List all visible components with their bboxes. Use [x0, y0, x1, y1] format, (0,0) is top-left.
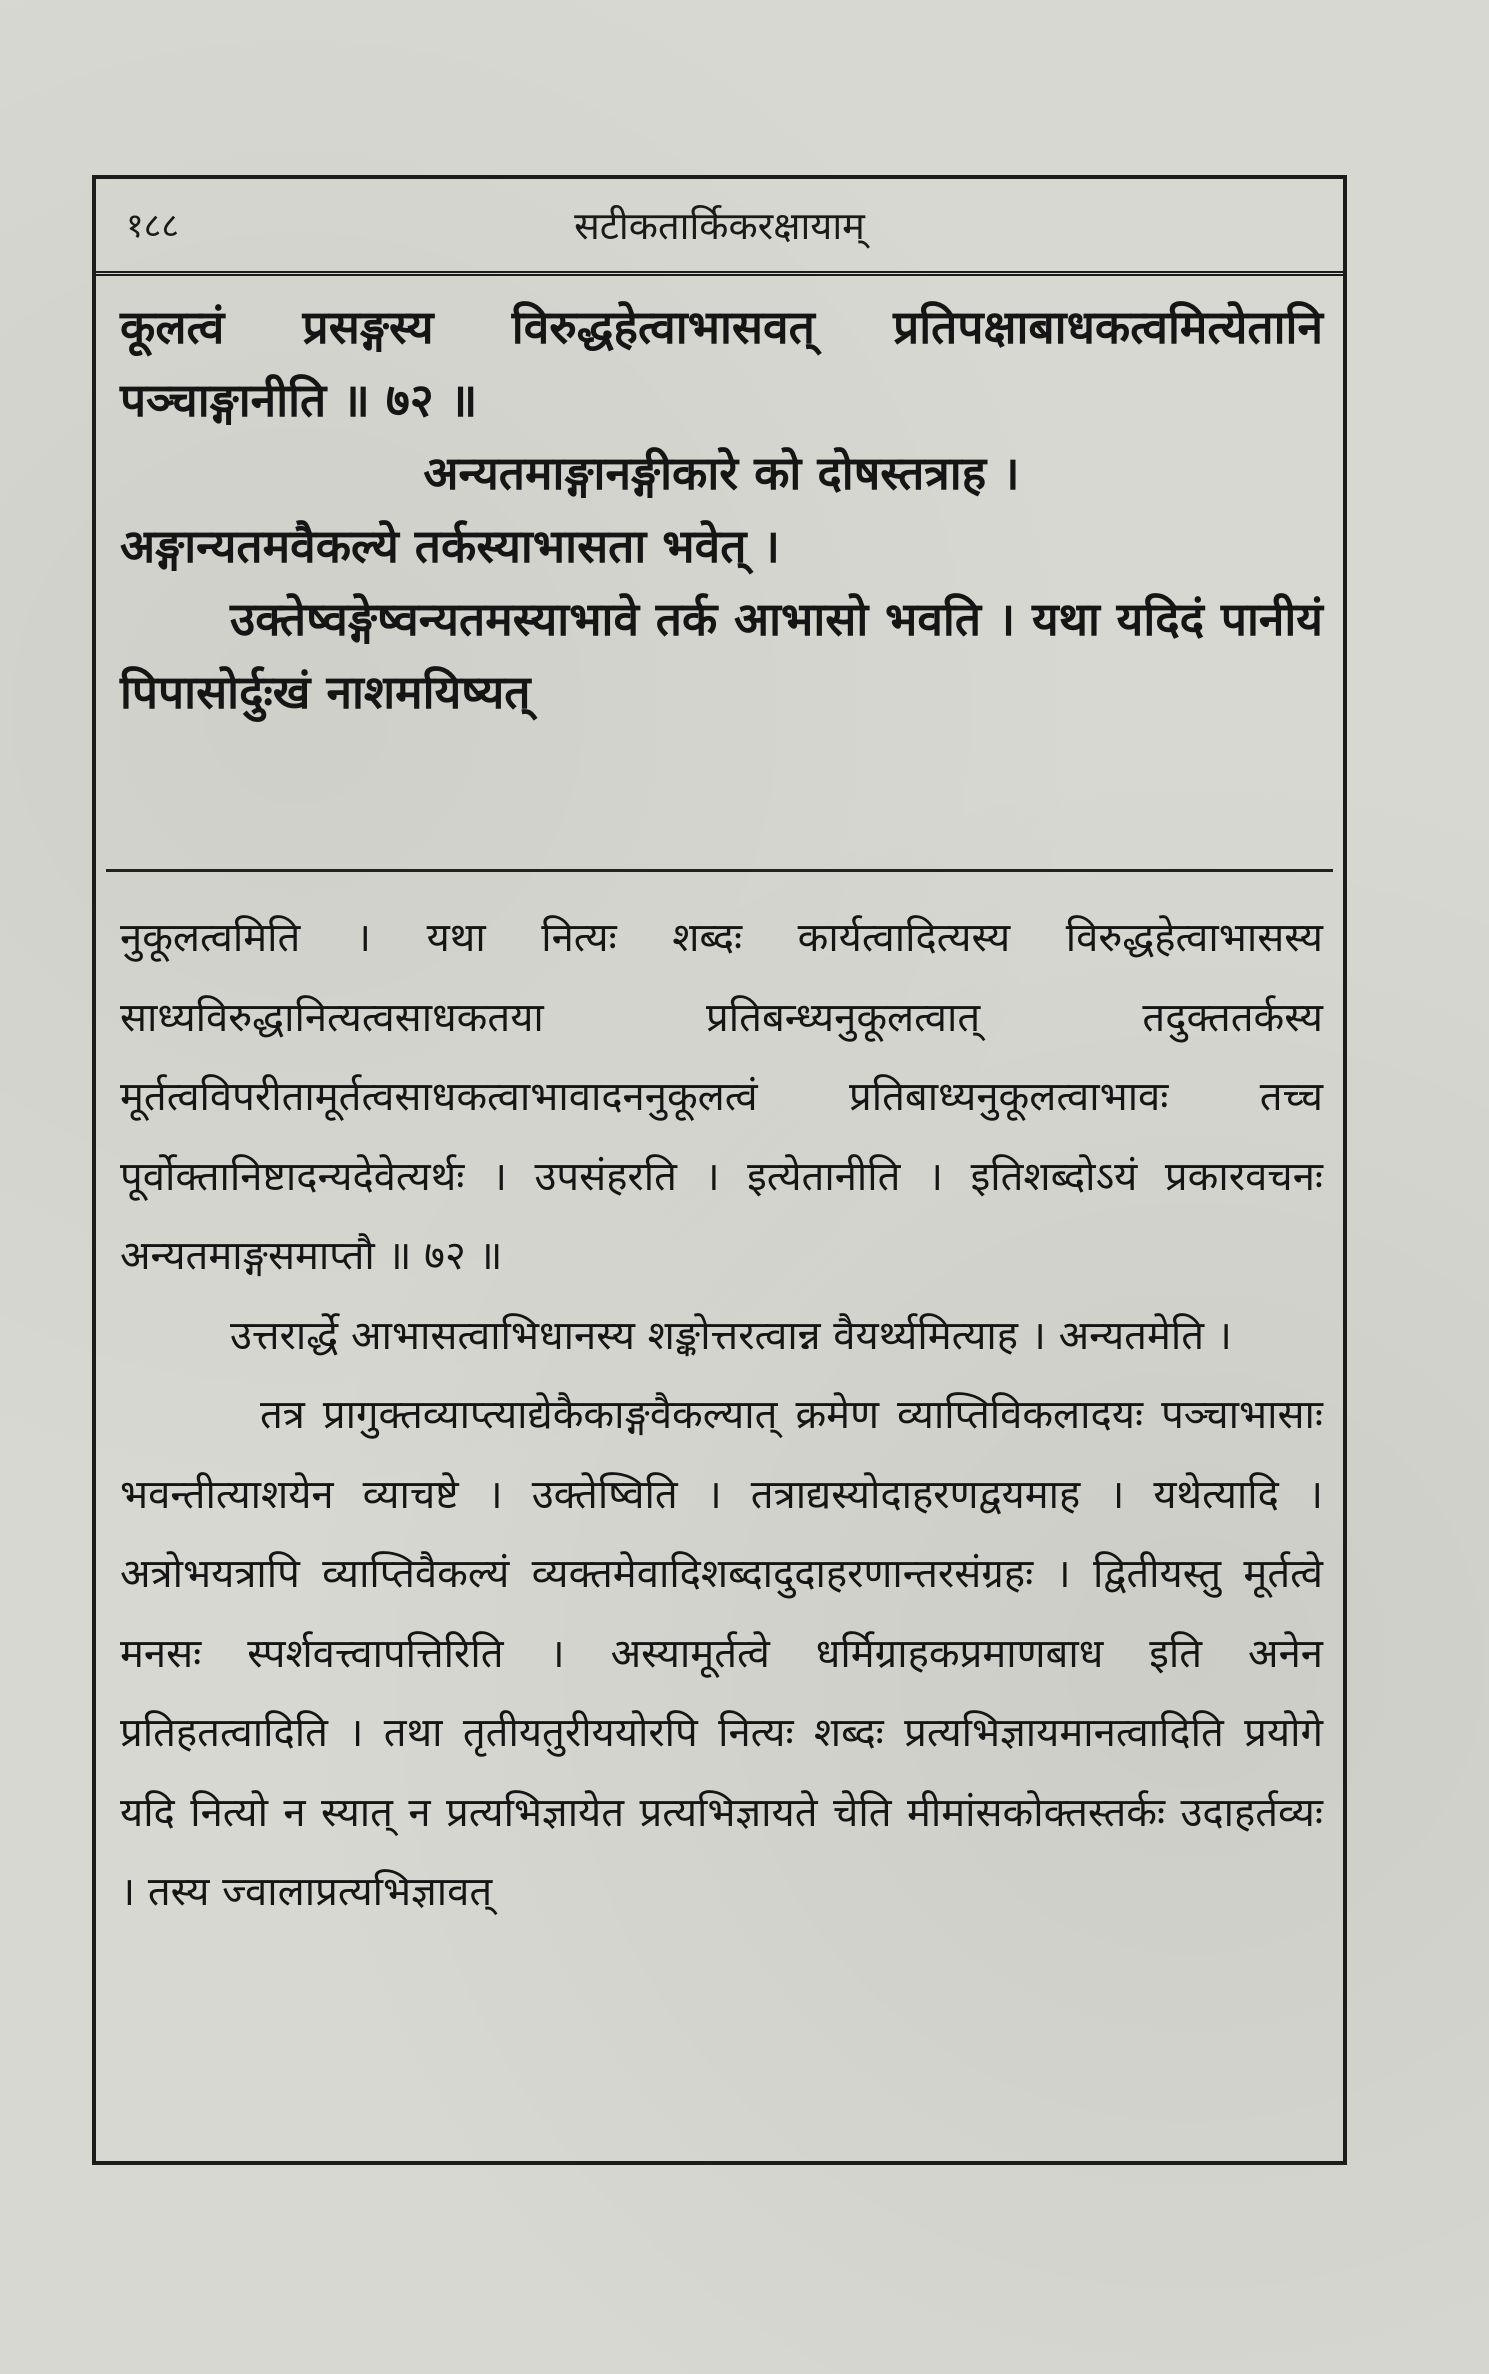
root-text-paragraph-2: उक्तेष्वङ्गेष्वन्यतमस्याभावे तर्क आभासो भवति । यथा यदिदं पानीयं पिपासोर्दुःखं नाशमयिष्यत्	[120, 592, 1323, 719]
commentary-block	[120, 899, 1323, 1933]
commentary-paragraph-3: तत्र प्रागुक्तव्याप्त्याद्येकैकाङ्गवैकल्यात् क्रमेण व्याप्तिविकलादयः पञ्चाभासाः भवन्तीत्याशयेन व्याचष्टे । उक्तेष्विति । तत्राद्यस्योदाहरणद्वयमाह । यथेत्यादि । अत्रोभयत्रापि व्याप्तिवैकल्यं व्यक्तमेवादिशब्दादुदाहरणान्तरसंग्रहः । द्वितीयस्तु मूर्तत्वे मनसः स्पर्शवत्त्वापत्तिरिति । अस्यामूर्तत्वे धर्मिग्राहकप्रमाणबाध इति अनेन प्रतिहतत्वादिति । तथा तृतीयतुरीययोरपि नित्यः शब्दः प्रत्यभिज्ञायमानत्वादिति प्रयोगे यदि नित्यो न स्यात् न प्रत्यभिज्ञायेत प्रत्यभिज्ञायते चेति मीमांसकोक्तस्तर्कः उदाहर्तव्यः । तस्य ज्वालाप्रत्यभिज्ञावत्	[120, 1392, 1323, 1915]
root-text-block	[120, 291, 1323, 729]
commentary-paragraph-1: नुकूलत्वमिति । यथा नित्यः शब्दः कार्यत्वादित्यस्य विरुद्धहेत्वाभासस्य साध्यविरुद्धानित्यत्वसाधकतया प्रतिबन्ध्यनुकूलत्वात् तदुक्ततर्कस्य मूर्तत्वविपरीतामूर्तत्वसाधकत्वाभावादननुकूलत्वं प्रतिबाध्यनुकूलत्वाभावः तच्च पूर्वोक्तानिष्टादन्यदेवेत्यर्थः । उपसंहरति । इत्येतानीति । इतिशब्दोऽयं प्रकारवचनः अन्यतमाङ्गसमाप्तौ ॥ ७२ ॥	[120, 915, 1323, 1279]
root-text-verse: अङ्गान्यतमवैकल्ये तर्कस्याभासता भवेत् ।	[120, 519, 780, 573]
footnote-separator-rule	[106, 869, 1333, 872]
page-header	[96, 179, 1343, 276]
page-border-frame	[92, 175, 1347, 2165]
commentary-paragraph-2: उत्तरार्द्धे आभासत्वाभिधानस्य शङ्कोत्तरत्वान्न वैयर्थ्यमित्याह । अन्यतमेति ।	[230, 1312, 1232, 1359]
running-title: सटीकतार्किकरक्षायाम्	[574, 204, 865, 248]
root-text-question: अन्यतमाङ्गानङ्गीकारे को दोषस्तत्राह ।	[423, 446, 1020, 500]
page-number: १८८	[126, 206, 180, 246]
root-text-paragraph-1: कूलत्वं प्रसङ्गस्य विरुद्धहेत्वाभासवत् प्रतिपक्षाबाधकत्वमित्येतानि पञ्चाङ्गानीति ॥ ७२ ॥	[120, 300, 1323, 427]
